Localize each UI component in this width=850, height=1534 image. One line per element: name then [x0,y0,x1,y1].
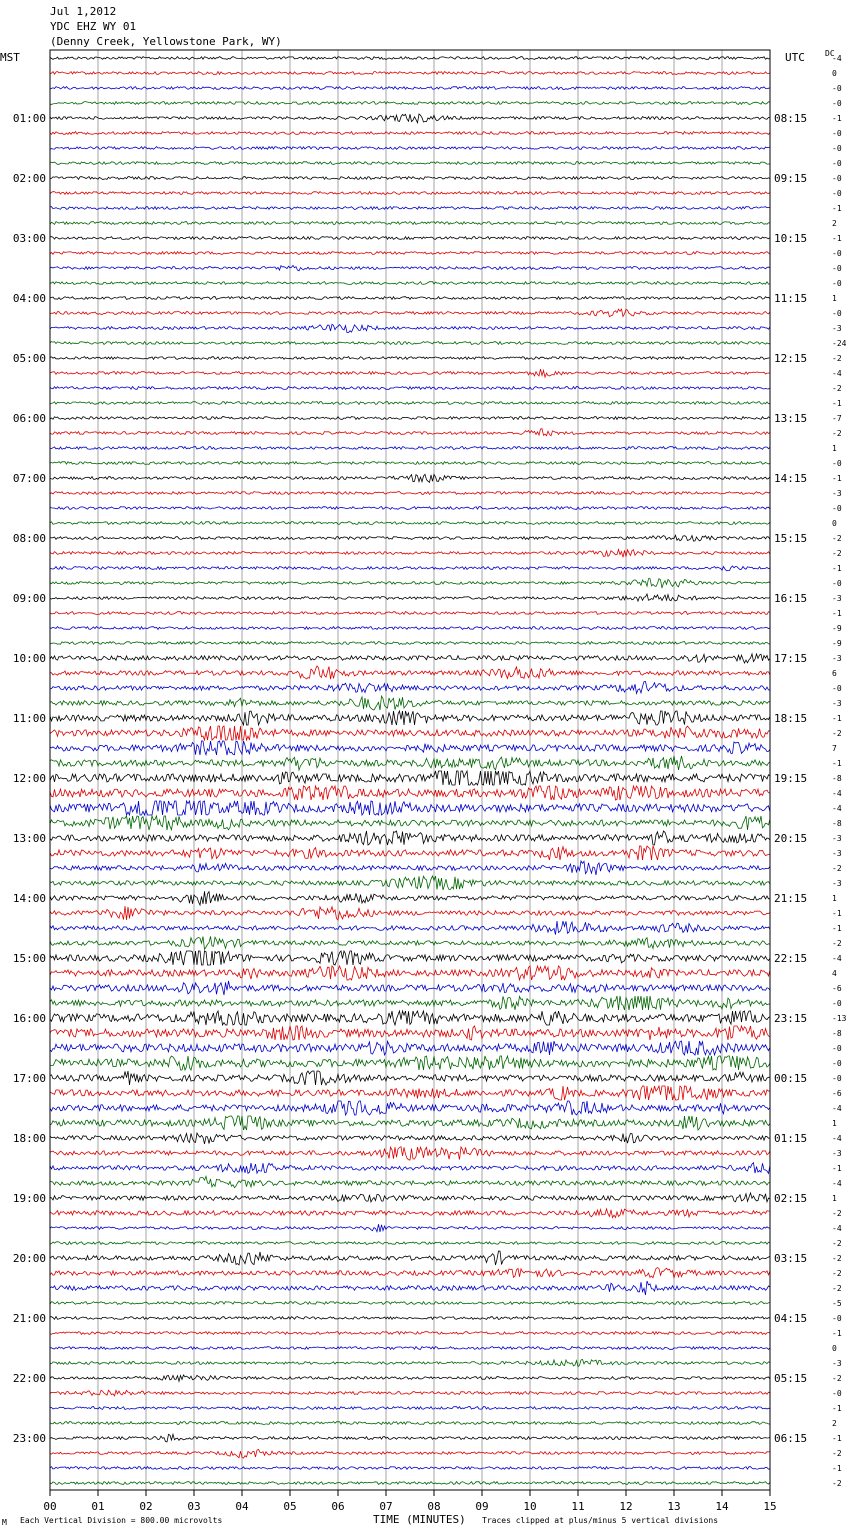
dc-offset-value: -1 [832,1329,842,1338]
trace-row [50,417,770,420]
trace-row [50,474,770,482]
dc-offset-value: -2 [832,549,842,558]
trace-row [50,1407,770,1410]
trace-row [50,237,770,240]
dc-offset-value: 0 [832,1344,837,1353]
trace-row [50,1026,770,1040]
dc-offset-value: 1 [832,444,837,453]
trace-row [50,1209,770,1218]
hour-label-mst: 03:00 [12,232,46,245]
dc-offset-value: -2 [832,354,842,363]
hour-label-mst: 19:00 [12,1192,46,1205]
hour-label-mst: 06:00 [12,412,46,425]
hour-label-utc: 15:15 [774,532,808,545]
dc-offset-value: -24 [832,339,847,348]
tick-layer [43,1490,776,1513]
dc-offset-value: -1 [832,204,842,213]
trace-row [50,612,770,615]
trace-row [50,627,770,630]
dc-offset-value: -13 [832,1014,847,1023]
x-tick-label: 05 [283,1500,297,1513]
trace-row [50,1467,770,1470]
trace-row [50,1041,770,1055]
dc-offset-value: -4 [832,54,842,63]
trace-row [50,252,770,255]
dc-offset-value: -8 [832,819,842,828]
trace-row [50,429,770,436]
dc-offset-value: -1 [832,399,842,408]
dc-offset-value: -1 [832,474,842,483]
trace-row [50,1176,770,1187]
dc-offset-value: -4 [832,1134,842,1143]
dc-offset-value: 6 [832,669,837,678]
dc-offset-value: -4 [832,1179,842,1188]
dc-offset-value: -2 [832,729,842,738]
dc-offset-value: -2 [832,384,842,393]
x-tick-label: 10 [523,1500,537,1513]
dc-offset-value: -2 [832,1284,842,1293]
dc-offset-value: -1 [832,1464,842,1473]
dc-header: DC [825,49,835,58]
trace-row [50,891,770,905]
hour-label-mst: 23:00 [12,1432,46,1445]
dc-offset-value: -3 [832,489,842,498]
trace-row [50,1268,770,1278]
trace-row [50,682,770,694]
dc-offset-value: -0 [832,279,842,288]
dc-offset-value: -3 [832,834,842,843]
hour-label-utc: 19:15 [774,772,808,785]
dc-offset-value: -6 [832,984,842,993]
dc-offset-value: -2 [832,1479,842,1488]
dc-offset-value: -0 [832,249,842,258]
footer-clip-note: Traces clipped at plus/minus 5 vertical divisions [482,1516,719,1525]
hour-label-mst: 17:00 [12,1072,46,1085]
x-tick-label: 08 [427,1500,441,1513]
trace-row [50,1434,770,1442]
dc-offset-value: 1 [832,894,837,903]
trace-row [50,654,770,663]
dc-offset-value: -0 [832,1074,842,1083]
trace-row [50,696,770,710]
trace-row [50,579,770,588]
trace-row [50,535,770,541]
dc-offset-value: -3 [832,879,842,888]
hour-label-mst: 08:00 [12,532,46,545]
trace-row [50,1422,770,1425]
hour-label-mst: 12:00 [12,772,46,785]
trace-row [50,1347,770,1350]
hour-label-utc: 02:15 [774,1192,808,1205]
trace-row [50,981,770,995]
dc-offset-value: -2 [832,939,842,948]
trace-row [50,102,770,105]
trace-row [50,1147,770,1160]
dc-offset-value: -0 [832,1314,842,1323]
dc-offset-value: -9 [832,624,842,633]
dc-offset-value: -0 [832,264,842,273]
x-tick-label: 14 [715,1500,729,1513]
hour-label-utc: 01:15 [774,1132,808,1145]
dc-offset-value: -5 [832,1299,842,1308]
dc-offset-value: -1 [832,1164,842,1173]
trace-row [50,831,770,845]
left-axis-title: MST [0,51,20,64]
hour-label-mst: 01:00 [12,112,46,125]
trace-row [50,936,770,949]
trace-row [50,114,770,123]
hour-label-mst: 15:00 [12,952,46,965]
dc-offset-value: -2 [832,1269,842,1278]
dc-offset-value: -1 [832,924,842,933]
dc-offset-value: -0 [832,144,842,153]
footer-scale-note: Each Vertical Division = 800.00 microvolts [20,1516,223,1525]
x-tick-label: 01 [91,1500,105,1513]
hour-label-utc: 11:15 [774,292,808,305]
trace-row [50,801,770,815]
hour-label-mst: 13:00 [12,832,46,845]
dc-offset-value: -4 [832,804,842,813]
hour-label-mst: 04:00 [12,292,46,305]
dc-offset-value: 1 [832,294,837,303]
trace-row [50,162,770,165]
dc-offset-value: -2 [832,1209,842,1218]
hour-label-mst: 10:00 [12,652,46,665]
dc-offset-value: -0 [832,129,842,138]
trace-row [50,522,770,525]
trace-row [50,1390,770,1396]
hour-label-utc: 08:15 [774,112,808,125]
hour-label-mst: 20:00 [12,1252,46,1265]
trace-row [50,906,770,920]
hour-label-utc: 16:15 [774,592,808,605]
hour-label-utc: 12:15 [774,352,808,365]
trace-row [50,846,770,860]
trace-row [50,756,770,770]
trace-row [50,447,770,450]
hour-label-utc: 21:15 [774,892,808,905]
dc-offset-value: -0 [832,99,842,108]
trace-row [50,741,770,755]
dc-offset-value: -2 [832,1449,842,1458]
dc-offset-value: -1 [832,564,842,573]
dc-offset-value: -0 [832,189,842,198]
trace-row [50,1317,770,1320]
dc-offset-value: -0 [832,579,842,588]
dc-offset-value: -0 [832,309,842,318]
trace-row [50,1302,770,1305]
x-tick-label: 06 [331,1500,345,1513]
trace-row [50,726,770,740]
dc-offset-value: -1 [832,609,842,618]
x-tick-label: 03 [187,1500,201,1513]
hour-label-mst: 02:00 [12,172,46,185]
trace-row [50,1163,770,1174]
trace-row [50,1332,770,1335]
dc-offset-value: -2 [832,1374,842,1383]
trace-row [50,1251,770,1265]
header-location: (Denny Creek, Yellowstone Park, WY) [50,35,282,48]
trace-row [50,222,770,225]
x-tick-label: 00 [43,1500,57,1513]
dc-offset-value: -0 [832,159,842,168]
dc-offset-value: -1 [832,909,842,918]
trace-row [50,861,770,875]
trace-row [50,876,770,890]
x-axis-title: TIME (MINUTES) [373,1513,466,1526]
trace-row [50,265,770,270]
trace-row [50,1375,770,1381]
trace-row [50,549,770,557]
trace-row [50,1116,770,1130]
dc-offset-value: -3 [832,654,842,663]
hour-label-mst: 11:00 [12,712,46,725]
hour-label-mst: 09:00 [12,592,46,605]
dc-offset-value: -2 [832,1239,842,1248]
hour-label-mst: 14:00 [12,892,46,905]
hour-label-utc: 22:15 [774,952,808,965]
dc-offset-value: 0 [832,519,837,528]
trace-row [50,816,770,830]
trace-row [50,711,770,725]
trace-row [50,1224,770,1232]
trace-row [50,72,770,75]
trace-row [50,1056,770,1070]
hour-label-utc: 18:15 [774,712,808,725]
trace-row [50,147,770,150]
dc-offset-value: -0 [832,1389,842,1398]
dc-offset-value: -0 [832,459,842,468]
dc-offset-value: -3 [832,324,842,333]
header-date: Jul 1,2012 [50,5,117,18]
trace-row [50,1133,770,1144]
dc-offset-value: -2 [832,864,842,873]
x-tick-label: 11 [571,1500,585,1513]
dc-offset-value: -4 [832,789,842,798]
trace-row [50,996,770,1010]
trace-row [50,566,770,571]
dc-offset-value: -0 [832,504,842,513]
hour-label-utc: 09:15 [774,172,808,185]
trace-row [50,1482,770,1485]
dc-offset-value: -1 [832,714,842,723]
hour-label-utc: 23:15 [774,1012,808,1025]
trace-row [50,207,770,210]
dc-offset-value: 7 [832,744,837,753]
dc-offset-value: -1 [832,1404,842,1413]
hour-label-utc: 05:15 [774,1372,808,1385]
trace-row [50,951,770,965]
trace-row [50,132,770,135]
dc-offset-value: -3 [832,1149,842,1158]
dc-offset-value: 0 [832,69,837,78]
hour-label-mst: 05:00 [12,352,46,365]
trace-row [50,1011,770,1025]
hour-label-mst: 18:00 [12,1132,46,1145]
trace-row [50,966,770,980]
dc-offset-value: -0 [832,1059,842,1068]
dc-offset-value: -9 [832,639,842,648]
trace-row [50,342,770,345]
trace-row [50,1086,770,1100]
trace-row [50,192,770,195]
dc-offset-value: -3 [832,1359,842,1368]
right-axis-title: UTC [785,51,805,64]
dc-offset-value: -3 [832,849,842,858]
trace-row [50,1071,770,1085]
footer-corner: M [2,1518,7,1527]
dc-offset-value: -1 [832,1434,842,1443]
dc-offset-value: -2 [832,534,842,543]
dc-offset-value: 1 [832,1194,837,1203]
trace-row [50,57,770,60]
trace-row [50,369,770,377]
hour-label-utc: 04:15 [774,1312,808,1325]
x-tick-label: 12 [619,1500,633,1513]
x-tick-label: 09 [475,1500,489,1513]
trace-row [50,357,770,360]
trace-row [50,921,770,935]
trace-row [50,1449,770,1458]
trace-row [50,462,770,465]
trace-row [50,402,770,405]
trace-row [50,309,770,317]
trace-layer [50,57,770,1485]
trace-row [50,297,770,300]
trace-row [50,492,770,495]
hour-label-utc: 14:15 [774,472,808,485]
x-tick-label: 15 [763,1500,777,1513]
dc-offset-value: -0 [832,1044,842,1053]
dc-offset-value: -1 [832,759,842,768]
dc-offset-value: 2 [832,1419,837,1428]
dc-offset-value: 1 [832,1119,837,1128]
dc-offset-value: -1 [832,114,842,123]
trace-row [50,666,770,679]
trace-row [50,324,770,332]
hour-label-utc: 13:15 [774,412,808,425]
dc-offset-value: -0 [832,84,842,93]
hour-label-mst: 16:00 [12,1012,46,1025]
hour-label-mst: 07:00 [12,472,46,485]
dc-offset-value: -0 [832,684,842,693]
hour-label-utc: 00:15 [774,1072,808,1085]
trace-row [50,771,770,785]
trace-row [50,1242,770,1245]
dc-offset-value: -3 [832,594,842,603]
trace-row [50,507,770,510]
dc-offset-value: -4 [832,1104,842,1113]
dc-offset-value: -4 [832,954,842,963]
hour-label-utc: 17:15 [774,652,808,665]
dc-offset-value: -3 [832,699,842,708]
hour-label-utc: 06:15 [774,1432,808,1445]
trace-row [50,87,770,90]
dc-offset-value: -2 [832,1254,842,1263]
hour-label-mst: 21:00 [12,1312,46,1325]
dc-offset-value: -0 [832,999,842,1008]
x-tick-label: 13 [667,1500,681,1513]
trace-row [50,1101,770,1115]
dc-offset-value: -6 [832,1089,842,1098]
trace-row [50,786,770,800]
dc-offset-value: 2 [832,219,837,228]
trace-row [50,282,770,285]
trace-row [50,594,770,601]
x-tick-label: 02 [139,1500,153,1513]
x-tick-label: 07 [379,1500,393,1513]
header-station: YDC EHZ WY 01 [50,20,137,33]
dc-offset-value: -2 [832,429,842,438]
x-tick-label: 04 [235,1500,249,1513]
hour-label-utc: 20:15 [774,832,808,845]
hour-label-mst: 22:00 [12,1372,46,1385]
dc-offset-value: -4 [832,369,842,378]
trace-row [50,642,770,645]
dc-offset-value: -8 [832,774,842,783]
hour-label-utc: 10:15 [774,232,808,245]
dc-offset-value: 4 [832,969,837,978]
dc-offset-value: -4 [832,1224,842,1233]
dc-offset-value: -1 [832,234,842,243]
trace-row [50,177,770,180]
dc-offset-value: -8 [832,1029,842,1038]
dc-offset-value: -0 [832,174,842,183]
trace-row [50,1193,770,1202]
trace-row [50,1359,770,1366]
trace-row [50,387,770,390]
hour-label-utc: 03:15 [774,1252,808,1265]
dc-offset-value: -7 [832,414,842,423]
trace-row [50,1281,770,1295]
